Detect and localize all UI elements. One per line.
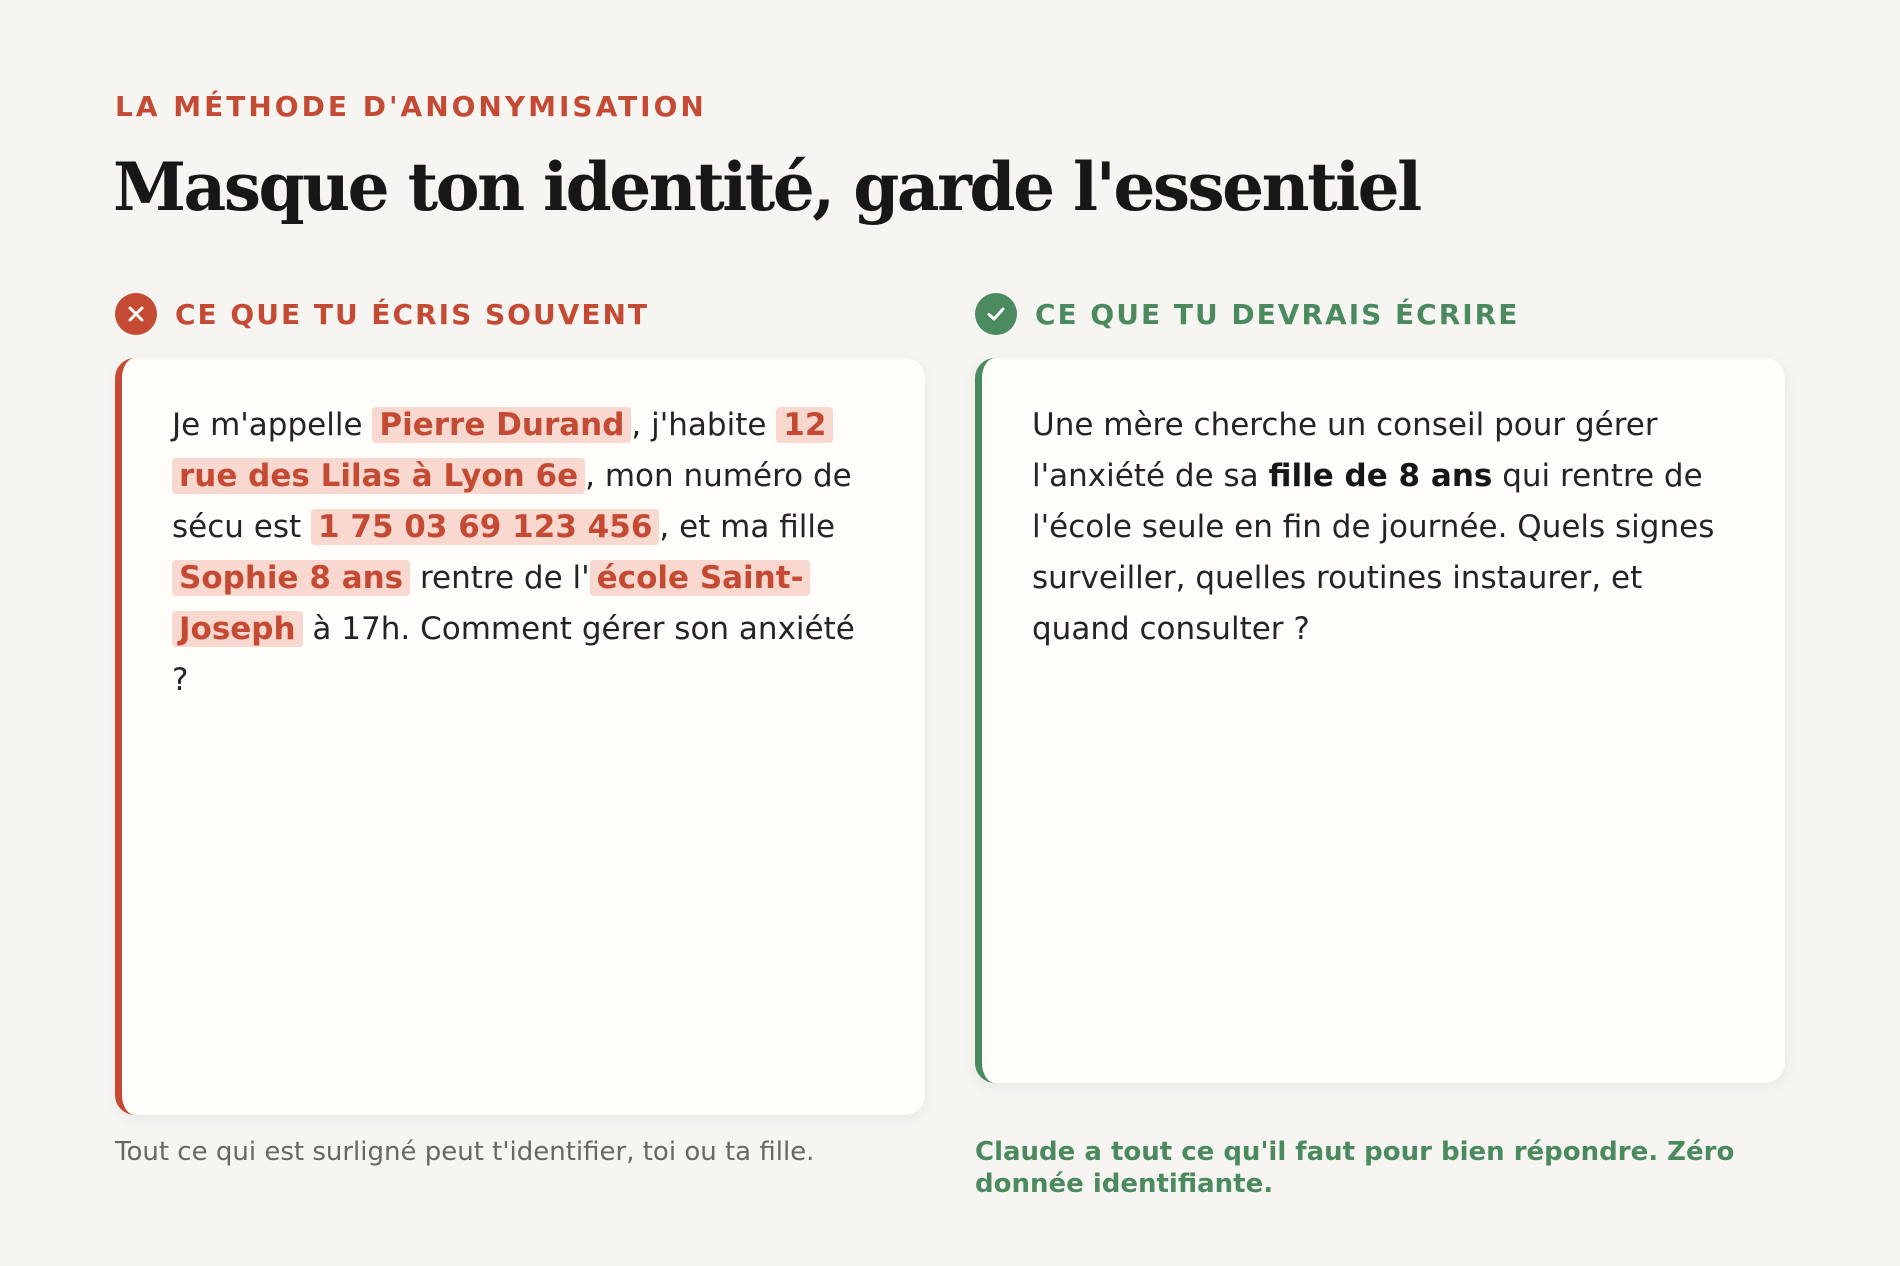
highlighted-social-security-number: 1 75 03 69 123 456 — [311, 509, 659, 545]
highlighted-address: 12 rue des Lilas à Lyon 6e — [172, 407, 833, 494]
text-segment: à 17h. Comment gérer son anxiété ? — [172, 611, 855, 698]
page-title: Masque ton identité, garde l'essentiel — [113, 148, 1420, 226]
bad-heading: CE QUE TU ÉCRIS SOUVENT — [175, 297, 650, 331]
text-segment: qui rentre de l'école seule en fin de journée. Quels signes surveiller, quelles routines instaurer, et quand consulter ? — [1032, 458, 1715, 647]
check-circle-icon — [975, 293, 1017, 335]
highlighted-name: Pierre Durand — [372, 407, 631, 443]
x-circle-icon — [115, 293, 157, 335]
text-segment: , mon numéro de sécu est — [172, 458, 852, 545]
text-segment: Je m'appelle — [172, 407, 373, 443]
text-segment: Une mère cherche un conseil pour gérer l'anxiété de sa — [1032, 407, 1658, 494]
good-heading: CE QUE TU DEVRAIS ÉCRIRE — [1035, 297, 1520, 331]
bad-example-card — [115, 358, 925, 1115]
highlighted-school: école Saint-Joseph — [172, 560, 810, 647]
text-segment: rentre de l' — [410, 560, 590, 596]
bad-caption: Tout ce qui est surligné peut t'identifier, toi ou ta fille. — [115, 1137, 815, 1167]
highlighted-child-name-age: Sophie 8 ans — [172, 560, 410, 596]
eyebrow-label: LA MÉTHODE D'ANONYMISATION — [115, 90, 707, 123]
bad-column-header — [115, 292, 649, 336]
bold-age: fille de 8 ans — [1268, 458, 1493, 494]
text-segment: , et ma fille — [659, 509, 836, 545]
good-example-card — [975, 358, 1785, 1083]
good-caption: Claude a tout ce qu'il faut pour bien répondre. Zéro donnée identifiante. — [975, 1137, 1735, 1199]
good-column-header — [975, 292, 1519, 336]
text-segment: , j'habite — [631, 407, 777, 443]
